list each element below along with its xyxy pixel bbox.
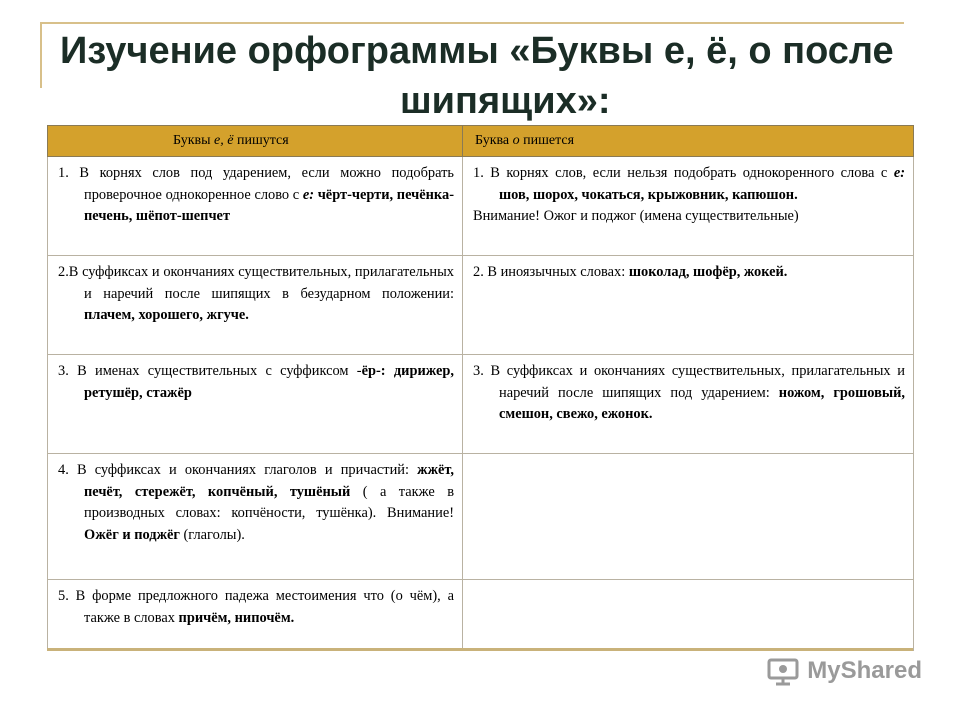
table-row — [48, 580, 914, 651]
rule-e-4: 4. В суффиксах и окончаниях глаголов и причастий: жжёт, печёт, стережёт, копчёный, тушёный ( а также в производных словах: копчёности, тушёнка). Внимание! Ожёг и поджёг (глаголы). — [48, 454, 463, 580]
table-row — [48, 454, 914, 580]
rule-o-1: 1. В корнях слов, если нельзя подобрать однокоренного слова с е: шов, шорох, чокаться, крыжовник, капюшон. Внимание! Ожог и поджог (имена существительные) — [463, 157, 914, 256]
slide-title — [60, 26, 940, 126]
table-row — [48, 355, 914, 454]
rule-e-5: 5. В форме предложного падежа местоимения что (о чём), а также в словах причём, нипочём. — [48, 580, 463, 651]
table-row — [48, 157, 914, 256]
rule-e-3: 3. В именах существительных с суффиксом -ёр-: дирижер, ретушёр, стажёр — [48, 355, 463, 454]
rule-o-4-empty — [463, 454, 914, 580]
decorative-bottom-line — [47, 648, 913, 651]
title-line-1: Изучение орфограммы «Буквы е, ё, о после — [60, 30, 894, 72]
rule-e-1: 1. В корнях слов под ударением, если можно подобрать проверочное однокоренное слово с е: чёрт-черти, печёнка-печень, шёпот-шепчет — [48, 157, 463, 256]
table-row — [48, 256, 914, 355]
projector-icon — [767, 656, 801, 686]
rule-o-3: 3. В суффиксах и окончаниях существительных, прилагательных и наречий после шипящих под ударением: ножом, грошовый, смешон, свежо, ежонок. — [463, 355, 914, 454]
header-o: Буква о пишется — [463, 126, 914, 157]
decorative-top-line — [40, 22, 904, 24]
rule-e-2: 2.В суффиксах и окончаниях существительных, прилагательных и наречий после шипящих в безударном положении: плачем, хорошего, жгуче. — [48, 256, 463, 355]
rule-o-5-empty — [463, 580, 914, 651]
spelling-rules-table — [47, 125, 914, 651]
table-header-row — [48, 126, 914, 157]
decorative-left-line — [40, 22, 42, 88]
header-e-yo: Буквы е, ё пишутся — [48, 126, 463, 157]
myshared-watermark — [767, 656, 922, 686]
title-line-2: шипящих»: — [400, 80, 611, 122]
rule-o-2: 2. В иноязычных словах: шоколад, шофёр, жокей. — [463, 256, 914, 355]
brand-name: MyShared — [807, 657, 922, 684]
